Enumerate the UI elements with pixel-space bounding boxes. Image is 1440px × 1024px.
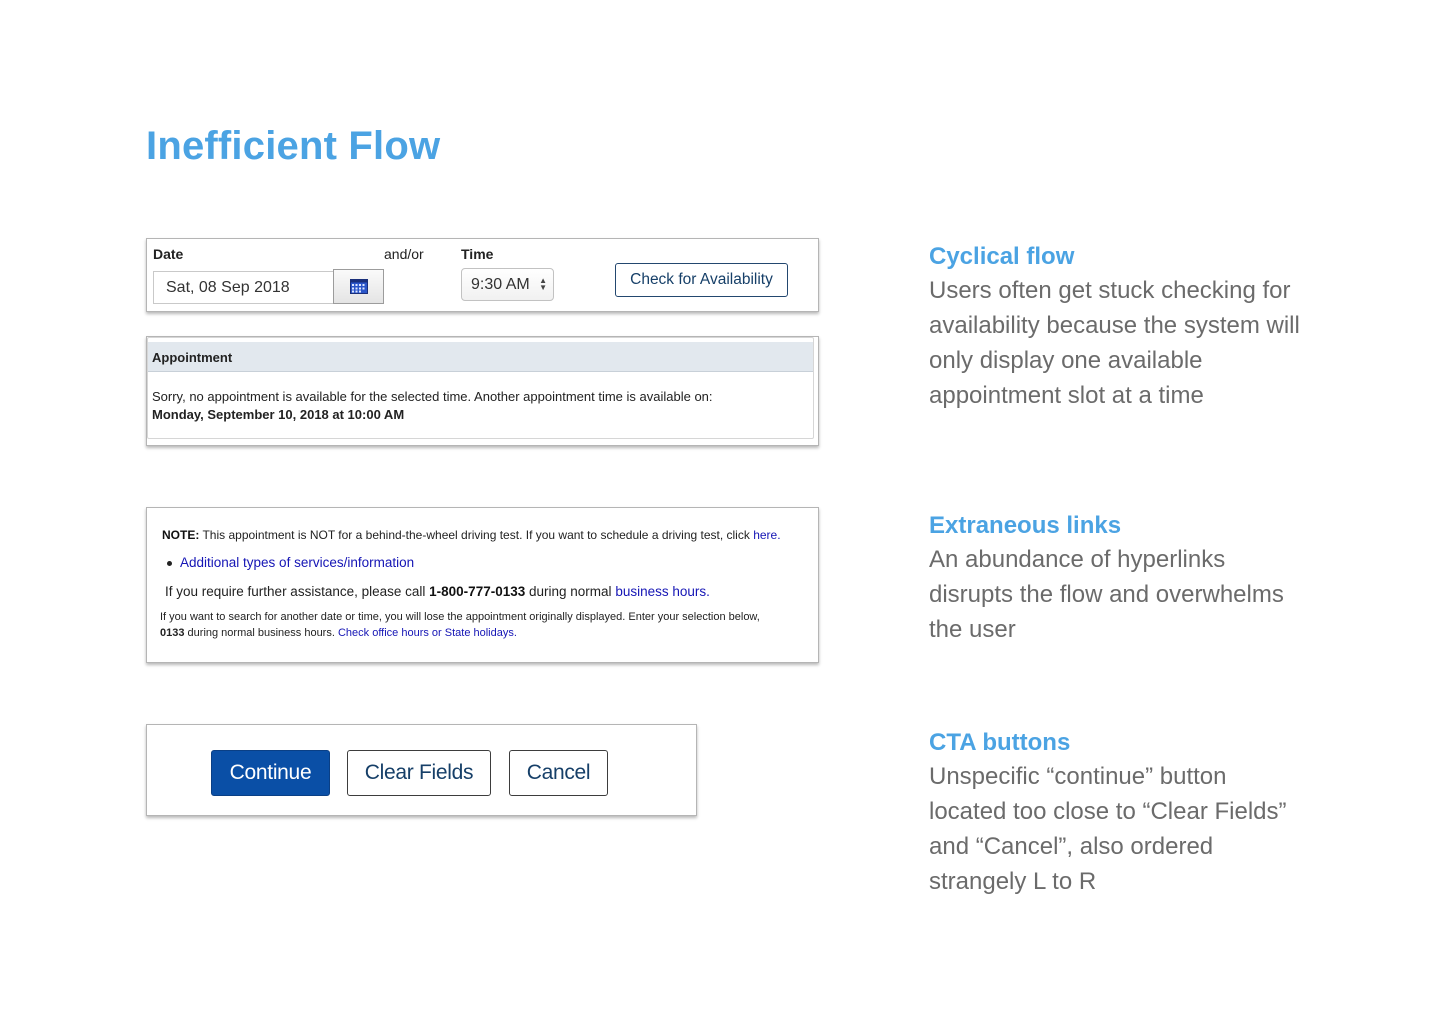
date-label: Date (153, 246, 184, 262)
driving-test-link[interactable]: here. (753, 528, 781, 542)
appointment-header: Appointment (148, 342, 813, 372)
office-hours-link[interactable]: Check office hours or State holidays. (337, 627, 517, 639)
search-warning: If you want to search for another date or time, you will lose the appointment originally displayed. Enter your selection below, (160, 611, 760, 623)
note-text: This appointment is NOT for a behind-the-wheel driving test. If you want to schedule a driving test, click (202, 528, 750, 542)
cancel-button[interactable]: Cancel (509, 750, 608, 796)
andor-label: and/or (384, 246, 424, 262)
appointment-message: Sorry, no appointment is available for the selected time. Another appointment time is available on: (152, 389, 713, 404)
search-hours-line (160, 627, 517, 639)
note-body: Unspecific “continue” button located too close to “Clear Fields” and “Cancel”, also ordered strangely L to R (929, 763, 1287, 895)
time-select[interactable] (461, 268, 554, 301)
search-bold: 0133 (160, 627, 185, 639)
note-label: NOTE: (162, 528, 200, 542)
check-availability-button[interactable]: Check for Availability (615, 263, 788, 297)
continue-button[interactable]: Continue (211, 750, 330, 796)
clear-fields-button[interactable]: Clear Fields (347, 750, 491, 796)
note-heading: Extraneous links (929, 512, 1122, 539)
next-available-slot: Monday, September 10, 2018 at 10:00 AM (152, 407, 405, 422)
bullet-icon (167, 561, 172, 566)
note-heading: Cyclical flow (929, 243, 1075, 270)
note-cyclical-flow (929, 242, 1309, 413)
assist-prefix: If you require further assistance, please call (165, 584, 426, 599)
stepper-arrows-icon: ▲ ▼ (539, 276, 547, 292)
note-panel (146, 507, 819, 663)
search-middle: during normal business hours. (187, 627, 335, 639)
services-link[interactable] (180, 555, 414, 570)
page-title: Inefficient Flow (146, 124, 441, 168)
calendar-button[interactable] (333, 269, 384, 304)
calendar-icon (350, 279, 368, 294)
business-hours-link[interactable]: business hours. (615, 584, 710, 599)
note-cta-buttons (929, 728, 1309, 899)
note-heading: CTA buttons (929, 729, 1071, 756)
date-input[interactable]: Sat, 08 Sep 2018 (153, 271, 334, 304)
time-value: 9:30 AM (471, 276, 530, 293)
note-body: An abundance of hyperlinks disrupts the flow and overwhelms the user (929, 546, 1284, 643)
services-link-text[interactable]: Additional types of services/information (180, 555, 415, 570)
appointment-panel (146, 336, 819, 446)
assist-phone: 1-800-777-0133 (429, 584, 526, 599)
appointment-box (147, 337, 814, 439)
time-label: Time (461, 246, 494, 262)
cta-panel (146, 724, 697, 816)
appointment-message-block (152, 388, 713, 424)
date-time-panel (146, 238, 819, 312)
note-body: Users often get stuck checking for availability because the system will only display one available appointment slot at a time (929, 277, 1300, 409)
note-extraneous-links (929, 511, 1309, 647)
assist-middle: during normal (529, 584, 612, 599)
assistance-line (165, 584, 710, 599)
note-line (162, 528, 781, 542)
